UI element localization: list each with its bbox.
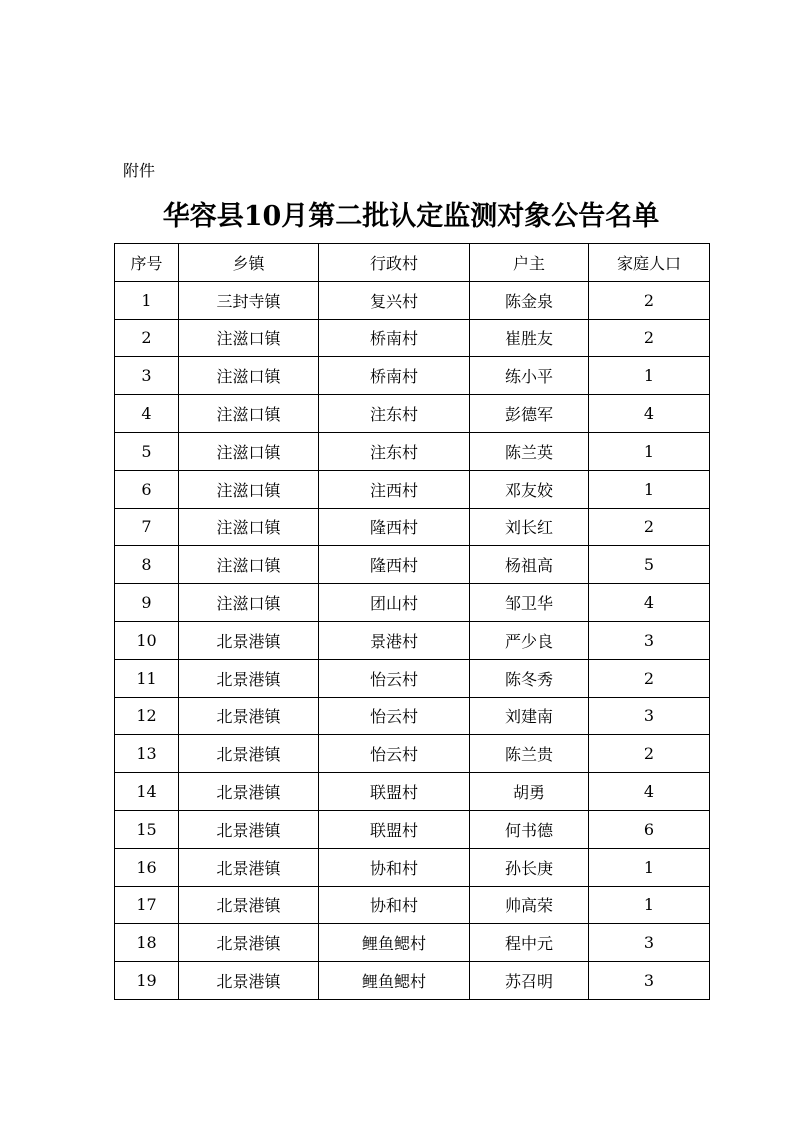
cell-householder: 胡勇 [470, 773, 589, 811]
cell-householder: 陈金泉 [470, 281, 589, 319]
table-row [115, 848, 710, 886]
cell-household-size: 4 [589, 395, 710, 433]
cell-township: 注滋口镇 [179, 584, 319, 622]
table-row [115, 319, 710, 357]
cell-village: 联盟村 [319, 773, 470, 811]
cell-village: 注东村 [319, 432, 470, 470]
cell-village: 鲤鱼鳃村 [319, 924, 470, 962]
cell-index: 17 [115, 886, 179, 924]
cell-index: 15 [115, 810, 179, 848]
cell-index: 18 [115, 924, 179, 962]
cell-householder: 苏召明 [470, 962, 589, 1000]
monitoring-roster-table [114, 243, 710, 1000]
table-row [115, 395, 710, 433]
cell-household-size: 6 [589, 810, 710, 848]
cell-township: 北景港镇 [179, 621, 319, 659]
cell-village: 协和村 [319, 848, 470, 886]
cell-index: 11 [115, 659, 179, 697]
cell-household-size: 1 [589, 432, 710, 470]
cell-householder: 崔胜友 [470, 319, 589, 357]
document-title: 华容县10月第二批认定监测对象公告名单 [162, 201, 660, 232]
cell-village: 协和村 [319, 886, 470, 924]
cell-householder: 陈冬秀 [470, 659, 589, 697]
cell-household-size: 5 [589, 546, 710, 584]
table-row [115, 621, 710, 659]
cell-index: 16 [115, 848, 179, 886]
cell-household-size: 1 [589, 848, 710, 886]
cell-householder: 刘长红 [470, 508, 589, 546]
cell-household-size: 2 [589, 659, 710, 697]
column-header-township: 乡镇 [179, 244, 319, 282]
cell-township: 北景港镇 [179, 886, 319, 924]
cell-village: 桥南村 [319, 319, 470, 357]
cell-index: 4 [115, 395, 179, 433]
table-row [115, 697, 710, 735]
cell-index: 6 [115, 470, 179, 508]
table-header-row [115, 244, 710, 282]
column-header-householder: 户主 [470, 244, 589, 282]
cell-township: 注滋口镇 [179, 432, 319, 470]
cell-household-size: 1 [589, 886, 710, 924]
cell-village: 团山村 [319, 584, 470, 622]
cell-township: 北景港镇 [179, 773, 319, 811]
cell-township: 注滋口镇 [179, 508, 319, 546]
cell-village: 桥南村 [319, 357, 470, 395]
cell-household-size: 4 [589, 773, 710, 811]
cell-village: 注东村 [319, 395, 470, 433]
table-row [115, 546, 710, 584]
cell-township: 注滋口镇 [179, 357, 319, 395]
cell-index: 12 [115, 697, 179, 735]
cell-township: 北景港镇 [179, 924, 319, 962]
cell-village: 鲤鱼鳃村 [319, 962, 470, 1000]
cell-township: 北景港镇 [179, 735, 319, 773]
cell-index: 7 [115, 508, 179, 546]
cell-township: 北景港镇 [179, 659, 319, 697]
cell-index: 14 [115, 773, 179, 811]
cell-household-size: 1 [589, 357, 710, 395]
cell-householder: 陈兰贵 [470, 735, 589, 773]
cell-householder: 帅高荣 [470, 886, 589, 924]
cell-householder: 邹卫华 [470, 584, 589, 622]
cell-householder: 孙长庚 [470, 848, 589, 886]
cell-household-size: 3 [589, 621, 710, 659]
cell-index: 1 [115, 281, 179, 319]
table-row [115, 432, 710, 470]
cell-householder: 陈兰英 [470, 432, 589, 470]
table-row [115, 962, 710, 1000]
cell-index: 9 [115, 584, 179, 622]
cell-householder: 严少良 [470, 621, 589, 659]
cell-township: 北景港镇 [179, 962, 319, 1000]
cell-index: 8 [115, 546, 179, 584]
table-body [115, 281, 710, 999]
cell-index: 10 [115, 621, 179, 659]
table-row [115, 281, 710, 319]
cell-village: 怡云村 [319, 659, 470, 697]
cell-householder: 练小平 [470, 357, 589, 395]
cell-township: 注滋口镇 [179, 395, 319, 433]
column-header-village: 行政村 [319, 244, 470, 282]
cell-index: 5 [115, 432, 179, 470]
column-header-index: 序号 [115, 244, 179, 282]
cell-township: 三封寺镇 [179, 281, 319, 319]
cell-household-size: 1 [589, 470, 710, 508]
cell-village: 景港村 [319, 621, 470, 659]
cell-index: 2 [115, 319, 179, 357]
table-row [115, 924, 710, 962]
cell-township: 注滋口镇 [179, 470, 319, 508]
column-header-household-size: 家庭人口 [589, 244, 710, 282]
cell-village: 联盟村 [319, 810, 470, 848]
cell-household-size: 3 [589, 924, 710, 962]
table-row [115, 735, 710, 773]
cell-township: 北景港镇 [179, 848, 319, 886]
cell-township: 注滋口镇 [179, 546, 319, 584]
cell-village: 怡云村 [319, 697, 470, 735]
cell-township: 注滋口镇 [179, 319, 319, 357]
cell-village: 注西村 [319, 470, 470, 508]
cell-township: 北景港镇 [179, 810, 319, 848]
cell-household-size: 2 [589, 281, 710, 319]
cell-householder: 何书德 [470, 810, 589, 848]
table-row [115, 508, 710, 546]
table-row [115, 810, 710, 848]
table-row [115, 584, 710, 622]
cell-household-size: 3 [589, 962, 710, 1000]
cell-householder: 杨祖高 [470, 546, 589, 584]
table-row [115, 357, 710, 395]
cell-index: 3 [115, 357, 179, 395]
cell-household-size: 4 [589, 584, 710, 622]
cell-householder: 刘建南 [470, 697, 589, 735]
cell-village: 隆西村 [319, 546, 470, 584]
table-row [115, 773, 710, 811]
cell-householder: 邓友姣 [470, 470, 589, 508]
table-row [115, 470, 710, 508]
cell-household-size: 3 [589, 697, 710, 735]
table-row [115, 659, 710, 697]
cell-householder: 程中元 [470, 924, 589, 962]
attachment-label: 附件 [123, 161, 156, 180]
cell-index: 19 [115, 962, 179, 1000]
cell-village: 复兴村 [319, 281, 470, 319]
cell-township: 北景港镇 [179, 697, 319, 735]
cell-village: 隆西村 [319, 508, 470, 546]
cell-household-size: 2 [589, 319, 710, 357]
cell-village: 怡云村 [319, 735, 470, 773]
cell-household-size: 2 [589, 508, 710, 546]
cell-household-size: 2 [589, 735, 710, 773]
cell-index: 13 [115, 735, 179, 773]
cell-householder: 彭德军 [470, 395, 589, 433]
table-row [115, 886, 710, 924]
